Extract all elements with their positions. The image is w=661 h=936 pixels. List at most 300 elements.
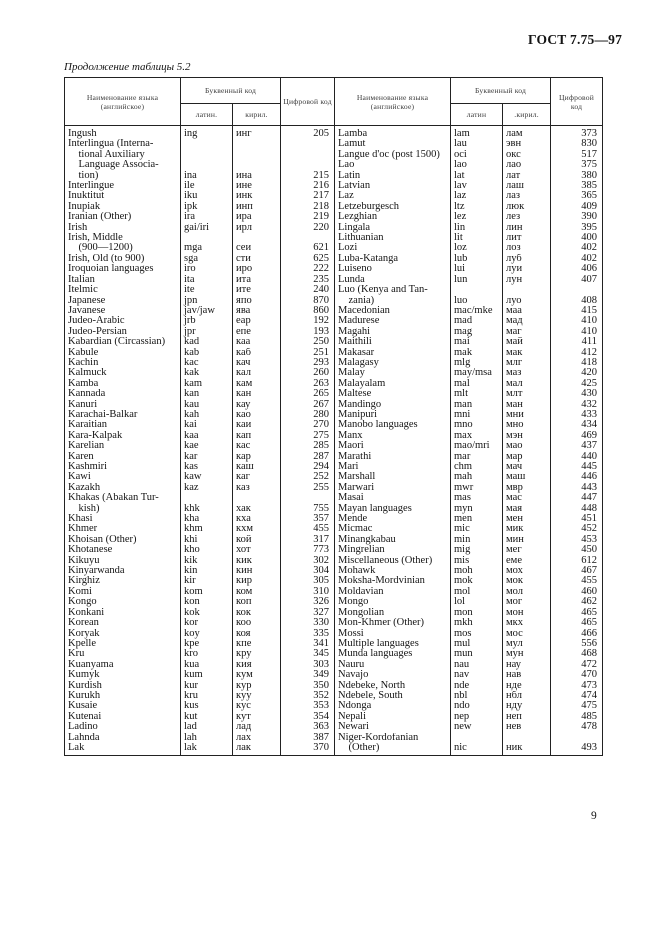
table-row xyxy=(65,597,603,607)
latin-code: kac xyxy=(181,358,233,368)
language-name: Kazakh xyxy=(65,483,181,493)
latin-code: kai xyxy=(181,420,233,430)
numeric-code: 443 xyxy=(551,483,603,493)
latin-code: ltz xyxy=(451,202,503,212)
cyrillic-code: мая xyxy=(503,504,551,514)
cyrillic-code: кар xyxy=(233,452,281,462)
header-name-left: Наименование языка (английское) xyxy=(65,78,181,126)
latin-code: may/msa xyxy=(451,368,503,378)
table-row xyxy=(65,327,603,337)
language-name: Khasi xyxy=(65,514,181,524)
language-name: Manx xyxy=(335,431,451,441)
language-name: Irish xyxy=(65,223,181,233)
latin-code: lao xyxy=(451,160,503,170)
cyrillic-code: као xyxy=(233,410,281,420)
latin-code: nav xyxy=(451,670,503,680)
cyrillic-code: каб xyxy=(233,348,281,358)
numeric-code: 330 xyxy=(281,618,335,628)
cyrillic-code: ман xyxy=(503,400,551,410)
cyrillic-code: неп xyxy=(503,712,551,722)
cyrillic-code: лах xyxy=(233,733,281,743)
numeric-code: 433 xyxy=(551,410,603,420)
latin-code: iku xyxy=(181,191,233,201)
language-name: Komi xyxy=(65,587,181,597)
language-name: Maithili xyxy=(335,337,451,347)
latin-code: mlg xyxy=(451,358,503,368)
language-name: Khotanese xyxy=(65,545,181,555)
latin-code: mig xyxy=(451,545,503,555)
language-name: Laz xyxy=(335,191,451,201)
cyrillic-code: ине xyxy=(233,181,281,191)
language-name: Minangkabau xyxy=(335,535,451,545)
table-row xyxy=(65,296,603,306)
numeric-code: 434 xyxy=(551,420,603,430)
numeric-code: 474 xyxy=(551,691,603,701)
table-row xyxy=(65,576,603,586)
numeric-code: 411 xyxy=(551,337,603,347)
cyrillic-code: нау xyxy=(503,660,551,670)
cyrillic-code: каз xyxy=(233,483,281,493)
latin-code: nde xyxy=(451,681,503,691)
latin-code: kum xyxy=(181,670,233,680)
numeric-code: 217 xyxy=(281,191,335,201)
latin-code: chm xyxy=(451,462,503,472)
numeric-code: 375 xyxy=(551,160,603,170)
language-name: Ndonga xyxy=(335,701,451,711)
language-name: Multiple languages xyxy=(335,639,451,649)
latin-code: mas xyxy=(451,493,503,503)
latin-code: kab xyxy=(181,348,233,358)
numeric-code: 222 xyxy=(281,264,335,274)
language-name: Mohawk xyxy=(335,566,451,576)
numeric-code: 354 xyxy=(281,712,335,722)
latin-code: min xyxy=(451,535,503,545)
numeric-code: 341 xyxy=(281,639,335,649)
numeric-code: 335 xyxy=(281,629,335,639)
cyrillic-code: лин xyxy=(503,223,551,233)
latin-code: lah xyxy=(181,733,233,743)
latin-code: mul xyxy=(451,639,503,649)
numeric-code: 478 xyxy=(551,722,603,732)
language-name: Mingrelian xyxy=(335,545,451,555)
latin-code xyxy=(181,493,233,503)
header-cyrillic-right: .кирил. xyxy=(503,104,551,126)
table-row xyxy=(65,171,603,181)
latin-code: ing xyxy=(181,126,233,140)
language-name: Kawi xyxy=(65,472,181,482)
language-name: Niger-Kordofanian xyxy=(335,733,451,743)
cyrillic-code: кир xyxy=(233,576,281,586)
table-row xyxy=(65,358,603,368)
latin-code: lui xyxy=(451,264,503,274)
numeric-code xyxy=(281,160,335,170)
language-name: Lozi xyxy=(335,243,451,253)
table-row xyxy=(65,389,603,399)
numeric-code: 326 xyxy=(281,597,335,607)
latin-code: kan xyxy=(181,389,233,399)
latin-code: mol xyxy=(451,587,503,597)
latin-code: kak xyxy=(181,368,233,378)
table-row xyxy=(65,337,603,347)
cyrillic-code xyxy=(503,733,551,743)
language-name: Lak xyxy=(65,743,181,756)
latin-code: jrb xyxy=(181,316,233,326)
language-name: Mongo xyxy=(335,597,451,607)
cyrillic-code: мун xyxy=(503,649,551,659)
table-row xyxy=(65,660,603,670)
cyrillic-code: нав xyxy=(503,670,551,680)
table-row xyxy=(65,223,603,233)
table-row xyxy=(65,618,603,628)
numeric-code: 462 xyxy=(551,597,603,607)
latin-code: koy xyxy=(181,629,233,639)
cyrillic-code: млг xyxy=(503,358,551,368)
latin-code: kon xyxy=(181,597,233,607)
latin-code: ile xyxy=(181,181,233,191)
language-name: Marathi xyxy=(335,452,451,462)
latin-code: mkh xyxy=(451,618,503,628)
language-name: Kpelle xyxy=(65,639,181,649)
numeric-code: 305 xyxy=(281,576,335,586)
cyrillic-code: мал xyxy=(503,379,551,389)
language-name: Lezghian xyxy=(335,212,451,222)
cyrillic-code: кам xyxy=(233,379,281,389)
cyrillic-code: каг xyxy=(233,472,281,482)
cyrillic-code: сеи xyxy=(233,243,281,253)
latin-code: lub xyxy=(451,254,503,264)
cyrillic-code xyxy=(233,493,281,503)
cyrillic-code: кхм xyxy=(233,524,281,534)
numeric-code: 352 xyxy=(281,691,335,701)
numeric-code: 357 xyxy=(281,514,335,524)
cyrillic-code: лад xyxy=(233,722,281,732)
cyrillic-code: лез xyxy=(503,212,551,222)
header-cyrillic-left: кирил. xyxy=(233,104,281,126)
language-name: Lamba xyxy=(335,126,451,140)
table-row xyxy=(65,202,603,212)
latin-code: mak xyxy=(451,348,503,358)
language-name: Kashmiri xyxy=(65,462,181,472)
cyrillic-code: луо xyxy=(503,296,551,306)
cyrillic-code: кум xyxy=(233,670,281,680)
language-name: Latvian xyxy=(335,181,451,191)
cyrillic-code: мак xyxy=(503,348,551,358)
table-row xyxy=(65,410,603,420)
table-row xyxy=(65,150,603,160)
numeric-code: 448 xyxy=(551,504,603,514)
language-name: Malagasy xyxy=(335,358,451,368)
cyrillic-code xyxy=(233,150,281,160)
cyrillic-code: каи xyxy=(233,420,281,430)
latin-code: gai/iri xyxy=(181,223,233,233)
cyrillic-code: кас xyxy=(233,441,281,451)
latin-code: men xyxy=(451,514,503,524)
table-row xyxy=(65,379,603,389)
latin-code: lam xyxy=(451,126,503,140)
numeric-code: 415 xyxy=(551,306,603,316)
table-row xyxy=(65,452,603,462)
numeric-code: 485 xyxy=(551,712,603,722)
cyrillic-code: кур xyxy=(233,681,281,691)
numeric-code: 447 xyxy=(551,493,603,503)
table-row xyxy=(65,691,603,701)
table-row xyxy=(65,400,603,410)
cyrillic-code: кия xyxy=(233,660,281,670)
cyrillic-code: эвн xyxy=(503,139,551,149)
language-name: Kikuyu xyxy=(65,556,181,566)
numeric-code: 353 xyxy=(281,701,335,711)
language-name: (Other) xyxy=(335,743,451,756)
latin-code: kin xyxy=(181,566,233,576)
language-name: Luo (Kenya and Tan- xyxy=(335,285,451,295)
latin-code: max xyxy=(451,431,503,441)
numeric-code: 446 xyxy=(551,472,603,482)
numeric-code: 468 xyxy=(551,649,603,659)
numeric-code: 466 xyxy=(551,629,603,639)
cyrillic-code: мул xyxy=(503,639,551,649)
cyrillic-code: нде xyxy=(503,681,551,691)
numeric-code: 460 xyxy=(551,587,603,597)
latin-code: mno xyxy=(451,420,503,430)
numeric-code: 263 xyxy=(281,379,335,389)
cyrillic-code: ирл xyxy=(233,223,281,233)
numeric-code: 432 xyxy=(551,400,603,410)
numeric-code: 625 xyxy=(281,254,335,264)
numeric-code: 467 xyxy=(551,566,603,576)
latin-code: luo xyxy=(451,296,503,306)
cyrillic-code: кик xyxy=(233,556,281,566)
language-name: Japanese xyxy=(65,296,181,306)
table-row xyxy=(65,701,603,711)
numeric-code xyxy=(281,233,335,243)
table-row xyxy=(65,504,603,514)
latin-code: kpe xyxy=(181,639,233,649)
header-latin-left: латин. xyxy=(181,104,233,126)
cyrillic-code: кой xyxy=(233,535,281,545)
language-name: Interlingua (Interna- xyxy=(65,139,181,149)
language-name: Kutenai xyxy=(65,712,181,722)
latin-code: kor xyxy=(181,618,233,628)
numeric-code: 773 xyxy=(281,545,335,555)
language-name: Kru xyxy=(65,649,181,659)
latin-code: lat xyxy=(451,171,503,181)
latin-code: laz xyxy=(451,191,503,201)
cyrillic-code: лаз xyxy=(503,191,551,201)
table-row xyxy=(65,275,603,285)
latin-code xyxy=(451,285,503,295)
cyrillic-code: мно xyxy=(503,420,551,430)
language-name: Konkani xyxy=(65,608,181,618)
latin-code: kom xyxy=(181,587,233,597)
numeric-code: 380 xyxy=(551,171,603,181)
table-row xyxy=(65,306,603,316)
cyrillic-code: каш xyxy=(233,462,281,472)
cyrillic-code: еме xyxy=(503,556,551,566)
latin-code: mun xyxy=(451,649,503,659)
cyrillic-code: кал xyxy=(233,368,281,378)
numeric-code: 418 xyxy=(551,358,603,368)
numeric-code: 349 xyxy=(281,670,335,680)
numeric-code: 240 xyxy=(281,285,335,295)
latin-code: mai xyxy=(451,337,503,347)
cyrillic-code: коо xyxy=(233,618,281,628)
table-row xyxy=(65,212,603,222)
numeric-code: 437 xyxy=(551,441,603,451)
cyrillic-code: кус xyxy=(233,701,281,711)
latin-code: lak xyxy=(181,743,233,756)
language-name: Khmer xyxy=(65,524,181,534)
cyrillic-code: нев xyxy=(503,722,551,732)
numeric-code: 218 xyxy=(281,202,335,212)
table-row xyxy=(65,181,603,191)
latin-code: ira xyxy=(181,212,233,222)
numeric-code: 409 xyxy=(551,202,603,212)
table-row xyxy=(65,420,603,430)
cyrillic-code: хот xyxy=(233,545,281,555)
latin-code: mal xyxy=(451,379,503,389)
language-name: Kara-Kalpak xyxy=(65,431,181,441)
cyrillic-code: мао xyxy=(503,441,551,451)
language-name: Itelmic xyxy=(65,285,181,295)
cyrillic-code: лоз xyxy=(503,243,551,253)
language-name: zania) xyxy=(335,296,451,306)
language-name: Marshall xyxy=(335,472,451,482)
cyrillic-code: лун xyxy=(503,275,551,285)
numeric-code: 220 xyxy=(281,223,335,233)
latin-code: sga xyxy=(181,254,233,264)
cyrillic-code: мох xyxy=(503,566,551,576)
numeric-code: 406 xyxy=(551,264,603,274)
cyrillic-code: маг xyxy=(503,327,551,337)
table-row xyxy=(65,566,603,576)
table-row xyxy=(65,472,603,482)
cyrillic-code: кау xyxy=(233,400,281,410)
language-name: Kalmuck xyxy=(65,368,181,378)
numeric-code xyxy=(281,493,335,503)
latin-code: kru xyxy=(181,691,233,701)
table-row xyxy=(65,254,603,264)
language-name: Kannada xyxy=(65,389,181,399)
language-name: Latin xyxy=(335,171,451,181)
header-alpha-left: Буквенный код xyxy=(181,78,281,104)
language-name: Judeo-Arabic xyxy=(65,316,181,326)
numeric-code: 402 xyxy=(551,243,603,253)
latin-code: kaa xyxy=(181,431,233,441)
numeric-code: 453 xyxy=(551,535,603,545)
latin-code: kau xyxy=(181,400,233,410)
latin-code: kar xyxy=(181,452,233,462)
latin-code: jav/jaw xyxy=(181,306,233,316)
numeric-code: 408 xyxy=(551,296,603,306)
table-row xyxy=(65,556,603,566)
cyrillic-code: мик xyxy=(503,524,551,534)
numeric-code: 410 xyxy=(551,316,603,326)
table-row xyxy=(65,243,603,253)
latin-code: kus xyxy=(181,701,233,711)
cyrillic-code: кру xyxy=(233,649,281,659)
numeric-code: 310 xyxy=(281,587,335,597)
language-name: Kusaie xyxy=(65,701,181,711)
latin-code: kir xyxy=(181,576,233,586)
numeric-code xyxy=(551,285,603,295)
table-row xyxy=(65,139,603,149)
cyrillic-code: ява xyxy=(233,306,281,316)
language-name: Moksha-Mordvinian xyxy=(335,576,451,586)
numeric-code: 265 xyxy=(281,389,335,399)
latin-code: kik xyxy=(181,556,233,566)
latin-code: ipk xyxy=(181,202,233,212)
latin-code xyxy=(181,233,233,243)
cyrillic-code: нду xyxy=(503,701,551,711)
cyrillic-code: коя xyxy=(233,629,281,639)
language-name: Malayalam xyxy=(335,379,451,389)
language-name: Karaitian xyxy=(65,420,181,430)
numeric-code: 493 xyxy=(551,743,603,756)
cyrillic-code: япо xyxy=(233,296,281,306)
language-name: Kinyarwanda xyxy=(65,566,181,576)
cyrillic-code: ира xyxy=(233,212,281,222)
latin-code: mag xyxy=(451,327,503,337)
cyrillic-code: люк xyxy=(503,202,551,212)
language-name: Ingush xyxy=(65,126,181,140)
numeric-code xyxy=(281,150,335,160)
numeric-code: 425 xyxy=(551,379,603,389)
cyrillic-code: маа xyxy=(503,306,551,316)
numeric-code: 255 xyxy=(281,483,335,493)
language-name: Karelian xyxy=(65,441,181,451)
numeric-code: 370 xyxy=(281,743,335,756)
latin-code: loz xyxy=(451,243,503,253)
language-name: Irish, Old (to 900) xyxy=(65,254,181,264)
latin-code: mos xyxy=(451,629,503,639)
language-name: Makasar xyxy=(335,348,451,358)
table-row xyxy=(65,681,603,691)
numeric-code: 465 xyxy=(551,608,603,618)
numeric-code: 452 xyxy=(551,524,603,534)
numeric-code: 303 xyxy=(281,660,335,670)
language-name: Kongo xyxy=(65,597,181,607)
latin-code: kho xyxy=(181,545,233,555)
language-name: Kanuri xyxy=(65,400,181,410)
cyrillic-code: мач xyxy=(503,462,551,472)
numeric-code: 440 xyxy=(551,452,603,462)
cyrillic-code xyxy=(233,233,281,243)
cyrillic-code: маз xyxy=(503,368,551,378)
numeric-code: 216 xyxy=(281,181,335,191)
table-row xyxy=(65,483,603,493)
language-name: Mayan languages xyxy=(335,504,451,514)
language-name: Kamba xyxy=(65,379,181,389)
numeric-code: 455 xyxy=(551,576,603,586)
cyrillic-code: нбл xyxy=(503,691,551,701)
numeric-code: 612 xyxy=(551,556,603,566)
latin-code xyxy=(181,139,233,149)
latin-code: lez xyxy=(451,212,503,222)
cyrillic-code: инп xyxy=(233,202,281,212)
numeric-code: 304 xyxy=(281,566,335,576)
cyrillic-code: лам xyxy=(503,126,551,140)
table-caption: Продолжение таблицы 5.2 xyxy=(64,61,191,73)
cyrillic-code: мол xyxy=(503,587,551,597)
numeric-code: 317 xyxy=(281,535,335,545)
numeric-code: 373 xyxy=(551,126,603,140)
numeric-code: 870 xyxy=(281,296,335,306)
cyrillic-code: инк xyxy=(233,191,281,201)
language-name: kish) xyxy=(65,504,181,514)
latin-code: jpr xyxy=(181,327,233,337)
cyrillic-code: мад xyxy=(503,316,551,326)
language-name: (900—1200) xyxy=(65,243,181,253)
